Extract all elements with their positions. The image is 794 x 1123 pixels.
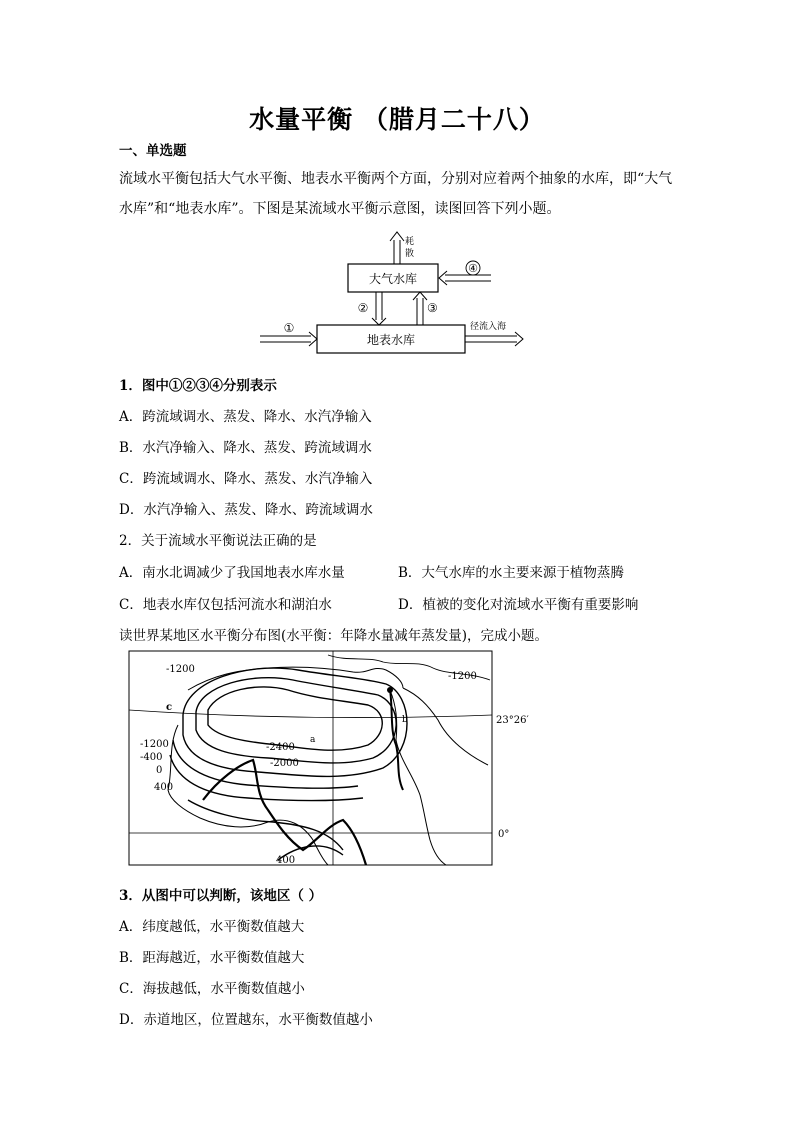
intro-paragraph: 流域水平衡包括大气水平衡、地表水平衡两个方面，分别对应着两个抽象的水库，即“大气水库”和“地表水库”。下图是某流域水平衡示意图，读图回答下列小题。 bbox=[119, 171, 673, 217]
q1-option-c[interactable]: C．跨流域调水、降水、蒸发、水汽净输入 bbox=[119, 471, 373, 487]
label-minus-2000: -2000 bbox=[270, 758, 299, 769]
runoff-label: 径流入海 bbox=[470, 322, 507, 332]
arrow-2 bbox=[372, 292, 386, 325]
label-minus-1200-left: -1200 bbox=[140, 739, 169, 750]
runoff-arrow bbox=[465, 332, 523, 346]
marker-1: ① bbox=[283, 321, 295, 335]
q2-option-b[interactable]: B．大气水库的水主要来源于植物蒸腾 bbox=[398, 565, 624, 581]
label-minus-2400: -2400 bbox=[266, 742, 295, 753]
label-minus-1200-top: -1200 bbox=[166, 664, 195, 675]
label-400-left: 400 bbox=[154, 782, 174, 793]
label-minus-1200-right: -1200 bbox=[448, 671, 477, 682]
label-zero: 0 bbox=[156, 765, 163, 776]
label-b: b bbox=[402, 715, 408, 725]
q3-option-b[interactable]: B．距海越近，水平衡数值越大 bbox=[119, 950, 305, 966]
page-title: 水量平衡 （腊月二十八） bbox=[249, 105, 545, 134]
atmosphere-box-label: 大气水库 bbox=[368, 272, 418, 286]
surface-box-label: 地表水库 bbox=[366, 333, 416, 347]
q1-option-a[interactable]: A．跨流域调水、蒸发、降水、水汽净输入 bbox=[119, 409, 372, 425]
q3-option-a[interactable]: A．纬度越低，水平衡数值越大 bbox=[119, 919, 305, 935]
label-a: a bbox=[310, 735, 316, 745]
q2-option-a[interactable]: A．南水北调减少了我国地表水库水量 bbox=[119, 565, 345, 581]
evaporation-arrow bbox=[390, 232, 404, 264]
q2-option-d[interactable]: D．植被的变化对流域水平衡有重要影响 bbox=[398, 597, 639, 613]
q3-option-c[interactable]: C．海拔越低，水平衡数值越小 bbox=[119, 981, 305, 997]
evaporation-label-2: 散 bbox=[405, 249, 415, 259]
label-minus-400: -400 bbox=[140, 752, 163, 763]
arrow-4 bbox=[439, 271, 491, 285]
label-equator: 0° bbox=[498, 829, 510, 840]
q1-option-d[interactable]: D．水汽净输入、蒸发、降水、跨流域调水 bbox=[119, 502, 373, 518]
q3-option-d[interactable]: D．赤道地区，位置越东，水平衡数值越小 bbox=[119, 1012, 373, 1028]
location-dot bbox=[387, 687, 393, 693]
marker-2: ② bbox=[357, 301, 369, 315]
q1-stem: 1．图中①②③④分别表示 bbox=[119, 378, 277, 394]
map-intro: 读世界某地区水平衡分布图(水平衡：年降水量减年蒸发量)，完成小题。 bbox=[119, 628, 549, 644]
label-tropic: 23°26′ bbox=[496, 715, 529, 726]
label-c: c bbox=[166, 702, 173, 713]
water-balance-diagram bbox=[255, 228, 535, 358]
marker-4: ④ bbox=[468, 262, 478, 275]
q3-stem: 3．从图中可以判断，该地区（ ） bbox=[119, 888, 323, 904]
marker-3: ③ bbox=[427, 301, 438, 315]
water-balance-map bbox=[128, 650, 529, 868]
q1-option-b[interactable]: B．水汽净输入、降水、蒸发、跨流域调水 bbox=[119, 440, 372, 456]
label-400-bottom: 400 bbox=[276, 855, 296, 866]
arrow-3 bbox=[413, 292, 427, 325]
q2-option-c[interactable]: C．地表水库仅包括河流水和湖泊水 bbox=[119, 597, 332, 613]
section-heading: 一、单选题 bbox=[119, 143, 187, 159]
q2-stem: 2．关于流域水平衡说法正确的是 bbox=[119, 533, 317, 549]
evaporation-label-1: 耗 bbox=[405, 237, 415, 247]
